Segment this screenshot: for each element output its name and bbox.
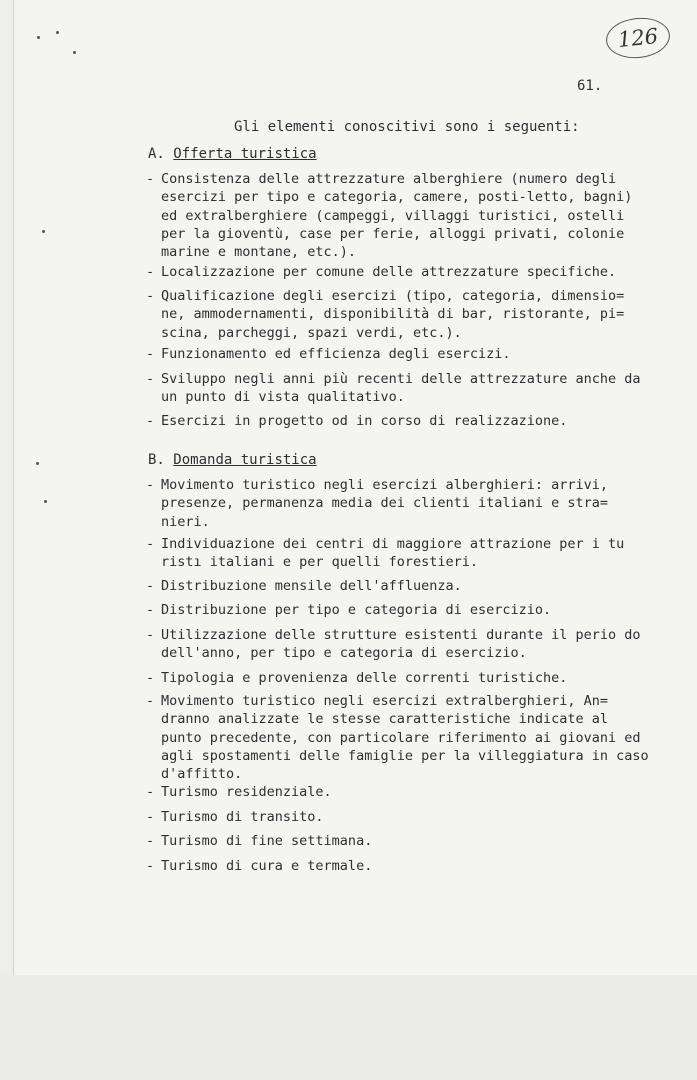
bullet-dash: - — [146, 627, 155, 643]
section-a-item — [146, 370, 656, 407]
item-text: Esercizi in progetto od in corso di realizzazione. — [161, 413, 568, 429]
bullet-dash: - — [146, 371, 155, 387]
section-b-heading — [148, 452, 317, 468]
section-b-letter: B. — [148, 452, 165, 468]
section-a-item — [146, 287, 656, 342]
bullet-dash: - — [146, 809, 155, 825]
bullet-dash: - — [146, 670, 155, 686]
bullet-dash: - — [146, 413, 155, 429]
bullet-dash: - — [146, 346, 155, 362]
bullet-dash: - — [146, 784, 155, 800]
item-text: Funzionamento ed efficienza degli esercizi. — [161, 346, 511, 362]
section-a-item — [146, 412, 656, 430]
bullet-dash: - — [146, 288, 155, 304]
section-b-item — [146, 626, 656, 663]
item-text: Turismo di cura e termale. — [161, 858, 373, 874]
item-text: Turismo di fine settimana. — [161, 833, 373, 849]
bullet-dash: - — [146, 858, 155, 874]
margin-speck — [42, 230, 45, 233]
section-a-heading — [148, 146, 317, 162]
intro-heading: Gli elementi conoscitivi sono i seguenti: — [234, 119, 580, 135]
section-b-item — [146, 692, 656, 783]
bullet-dash: - — [146, 264, 155, 280]
page-edge — [13, 0, 14, 975]
item-text: Movimento turistico negli esercizi alberghieri: arrivi, presenze, permanenza media dei clienti italiani e stra= nieri. — [161, 477, 609, 530]
section-b-item — [146, 783, 656, 801]
bullet-dash: - — [146, 536, 155, 552]
item-text: Consistenza delle attrezzature alberghiere (numero degli esercizi per tipo e categoria, camere, posti-letto, bagni) ed extralberghiere (campeggi, villaggi turistici, ostelli per la gioventù, case per ferie, alloggi privati, colonie marine e montane, etc.). — [161, 171, 633, 261]
section-b-item — [146, 535, 656, 572]
item-text: Localizzazione per comune delle attrezzature specifiche. — [161, 264, 617, 280]
section-a-title: Offerta turistica — [173, 146, 317, 162]
section-b-item — [146, 669, 656, 687]
item-text: Qualificazione degli esercizi (tipo, categoria, dimensio= ne, ammodernamenti, disponibilità di bar, ristorante, pi= scina, parcheggi, spazi verdi, etc.). — [161, 288, 625, 341]
section-a-item — [146, 263, 656, 281]
section-b-item — [146, 476, 656, 531]
section-b-item — [146, 577, 656, 595]
underlying-page — [0, 975, 697, 1080]
margin-speck — [44, 500, 47, 503]
section-b-item — [146, 808, 656, 826]
bullet-dash: - — [146, 602, 155, 618]
section-b-item — [146, 601, 656, 619]
item-text: Individuazione dei centri di maggiore attrazione per i tu ristı italiani e per quelli forestieri. — [161, 536, 625, 571]
margin-speck — [56, 31, 59, 34]
page-number: 61. — [577, 78, 603, 94]
bullet-dash: - — [146, 171, 155, 187]
section-b-item — [146, 832, 656, 850]
item-text: Sviluppo negli anni più recenti delle attrezzature anche da un punto di vista qualitativo. — [161, 371, 641, 406]
bullet-dash: - — [146, 833, 155, 849]
section-b-item — [146, 857, 656, 875]
item-text: Turismo residenziale. — [161, 784, 332, 800]
item-text: Distribuzione mensile dell'affluenza. — [161, 578, 462, 594]
margin-speck — [73, 51, 76, 54]
section-a-item — [146, 345, 656, 363]
section-b-title: Domanda turistica — [173, 452, 317, 468]
bullet-dash: - — [146, 693, 155, 709]
archive-number-stamp: 126 — [604, 15, 672, 61]
bullet-dash: - — [146, 477, 155, 493]
bullet-dash: - — [146, 578, 155, 594]
item-text: Movimento turistico negli esercizi extralberghieri, An= dranno analizzate le stesse caratteristiche indicate al punto precedente, con particolare riferimento ai giovani ed agli spostamenti delle famiglie per la villeggiatura in caso d'affitto. — [161, 693, 649, 783]
margin-speck — [36, 462, 39, 465]
item-text: Turismo di transito. — [161, 809, 324, 825]
item-text: Utilizzazione delle strutture esistenti durante il perio do dell'anno, per tipo e categoria di esercizio. — [161, 627, 641, 662]
item-text: Tipologia e provenienza delle correnti turistiche. — [161, 670, 568, 686]
item-text: Distribuzione per tipo e categoria di esercizio. — [161, 602, 552, 618]
section-a-letter: A. — [148, 146, 165, 162]
section-a-item — [146, 170, 656, 261]
margin-speck — [37, 36, 40, 39]
